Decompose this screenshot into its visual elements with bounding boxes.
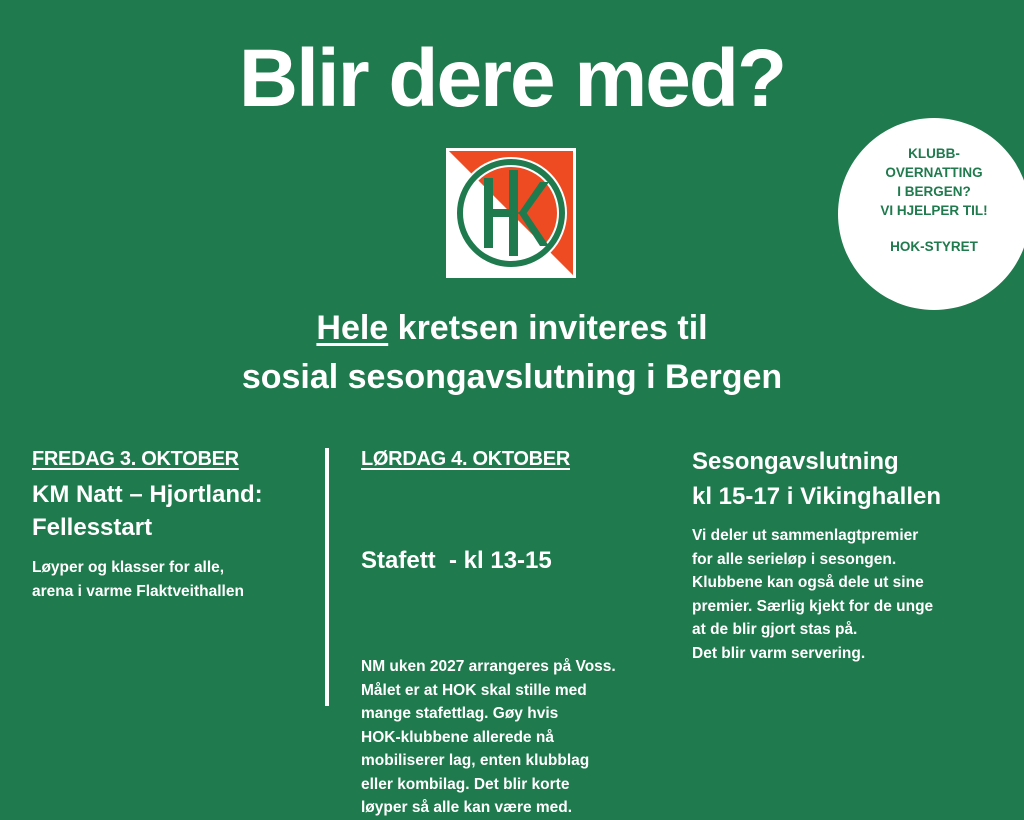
event-title bbox=[692, 444, 1012, 514]
info-badge bbox=[838, 118, 1024, 310]
event-title-line: Stafett - kl 13-15 bbox=[361, 547, 552, 574]
description-line: Klubbene kan også dele ut sine bbox=[692, 574, 924, 591]
subheading-line-1 bbox=[0, 304, 1024, 353]
event-title bbox=[361, 478, 681, 643]
season-end-column bbox=[692, 444, 1012, 665]
description-line: mange stafettlag. Gøy hvis bbox=[361, 705, 559, 722]
event-title-line: kl 15-17 i Vikinghallen bbox=[692, 483, 941, 510]
description-line: løyper så alle kan være med. bbox=[361, 799, 573, 816]
subheading-emphasis: Hele bbox=[316, 309, 389, 347]
event-title-line: Sesongavslutning bbox=[692, 448, 899, 475]
description-line: arena i varme Flaktveithallen bbox=[32, 582, 244, 600]
subheading-line-2: sosial sesongavslutning i Bergen bbox=[241, 358, 783, 396]
description-line: HOK-klubbene allerede nå bbox=[361, 728, 554, 746]
event-title-line: KM Natt – Hjortland: bbox=[32, 481, 263, 508]
event-title bbox=[32, 478, 317, 544]
day-heading: LØRDAG 4. OKTOBER bbox=[361, 448, 570, 470]
description-line: premier. Særlig kjekt for de unge bbox=[692, 597, 934, 615]
event-description bbox=[32, 556, 317, 603]
headline: Blir dere med? bbox=[238, 33, 786, 124]
badge-signature: HOK-STYRET bbox=[890, 239, 978, 254]
subheading-line-1-rest: kretsen inviteres til bbox=[388, 309, 708, 347]
description-line: eller kombilag. Det blir korte bbox=[361, 775, 570, 793]
description-line: Målet er at HOK skal stille med bbox=[361, 681, 587, 699]
description-line: for alle serieløp i sesongen. bbox=[692, 550, 897, 568]
description-line: mobiliserer lag, enten klubblag bbox=[361, 752, 590, 769]
hok-logo bbox=[446, 148, 576, 278]
description-line: NM uken 2027 arrangeres på Voss. bbox=[361, 658, 616, 675]
description-line: Vi deler ut sammenlagtpremier bbox=[692, 527, 919, 544]
badge-line: VI HJELPER TIL! bbox=[880, 203, 988, 218]
event-description bbox=[361, 655, 681, 820]
description-line: Det blir varm servering. bbox=[692, 644, 866, 662]
badge-line: KLUBB- bbox=[908, 146, 960, 161]
subheading bbox=[0, 304, 1024, 402]
description-line: at de blir gjort stas på. bbox=[692, 621, 858, 638]
event-title-line: Fellesstart bbox=[32, 514, 153, 541]
saturday-column bbox=[361, 446, 681, 820]
friday-column bbox=[32, 446, 317, 603]
event-description bbox=[692, 524, 1012, 665]
column-divider bbox=[325, 448, 329, 706]
badge-line: I BERGEN? bbox=[897, 184, 971, 199]
day-heading: FREDAG 3. OKTOBER bbox=[32, 448, 239, 470]
badge-line: OVERNATTING bbox=[885, 165, 983, 180]
description-line: Løyper og klasser for alle, bbox=[32, 559, 225, 576]
